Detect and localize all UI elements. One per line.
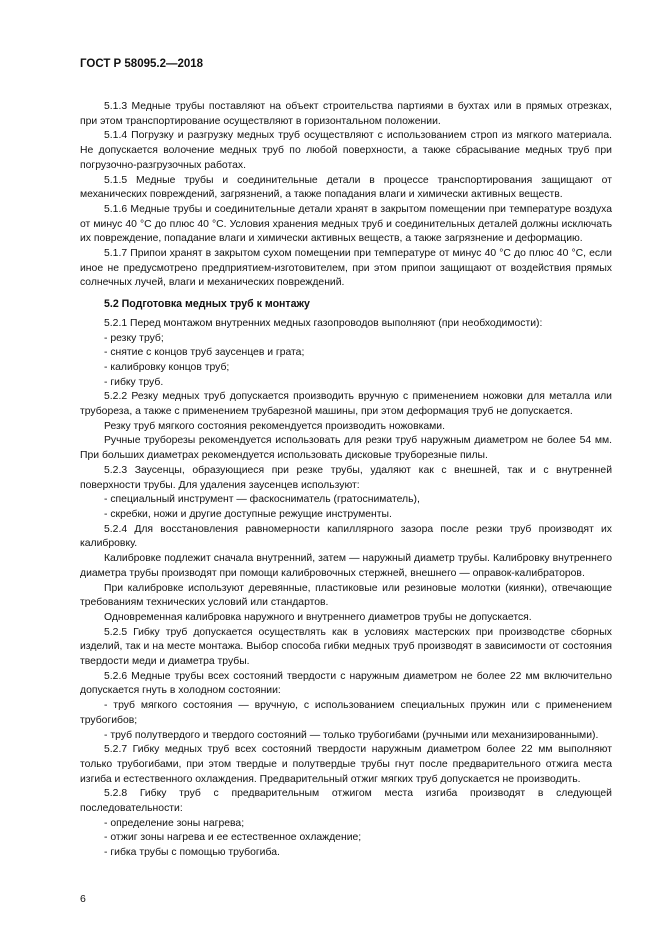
list-item: - специальный инструмент — фаскосниматель (гратосниматель), — [104, 494, 420, 506]
paragraph-5-2-7: 5.2.7 Гибку медных труб всех состояний твердости наружным диаметром более 22 мм выполняют только трубогибами, при этом твердые и полутвердые трубы гнут после предварительного отжига места изгиба и естественного охлаждения. Предварительный отжиг мягких труб допускается не производить. — [80, 744, 612, 785]
paragraph-5-2-4-b: Калибровке подлежит сначала внутренний, затем — наружный диаметр трубы. Калибровку внутреннего диаметра трубы производят при помощи калибровочных стержней, внешнего — оправок-калибраторов. — [80, 553, 612, 579]
paragraph-5-1-6: 5.1.6 Медные трубы и соединительные детали хранят в закрытом помещении при температуре воздуха от минус 40 °С до плюс 40 °С. Условия хранения медных труб и соединительных деталей должны исключать их повреждение, попадание влаги и химически активных веществ, а также загрязнение и деформацию. — [80, 203, 612, 245]
paragraph-5-1-3: 5.1.3 Медные трубы поставляют на объект строительства партиями в бухтах или в прямых отрезках, при этом транспортирование осуществляют в горизонтальном положении. — [80, 101, 612, 127]
paragraph-5-2-6: 5.2.6 Медные трубы всех состояний твердости с наружным диаметром не более 22 мм включительно допускается гнуть в холодном состоянии: — [80, 670, 612, 697]
paragraph-5-2-4-c: При калибровке используют деревянные, пластиковые или резиновые молотки (киянки), отвечающие требованиям технических условий или стандартов. — [80, 582, 612, 609]
paragraph-5-2-8: 5.2.8 Гибку труб с предварительным отжигом места изгиба производят в следующей последовательности: — [80, 788, 612, 815]
list-item: - отжиг зоны нагрева и ее естественное охлаждение; — [104, 832, 362, 844]
paragraph-5-2-3: 5.2.3 Заусенцы, образующиеся при резке трубы, удаляют как с внешней, так и с внутренней поверхности трубы. Для удаления заусенцев используют: — [80, 464, 612, 491]
list-item: - скребки, ножи и другие доступные режущие инструменты. — [104, 508, 392, 520]
paragraph-5-2-4-d: Одновременная калибровка наружного и внутреннего диаметров трубы не допускается. — [104, 611, 532, 623]
paragraph-5-2-4: 5.2.4 Для восстановления равномерности капиллярного зазора после резки труб производят их калибровку. — [80, 523, 612, 550]
paragraph-5-1-7: 5.1.7 Припои хранят в закрытом сухом помещении при температуре от минус 40 °С до плюс 40 °С, если иное не предусмотрено предприятием-изготовителем, при этом припои защищают от воздействия прямых солнечных лучей, влаги и механических повреждений. — [80, 248, 612, 289]
list-item: - гибку труб. — [104, 376, 164, 388]
list-item: - гибка трубы с помощью трубогиба. — [104, 847, 280, 859]
page-content — [80, 100, 612, 861]
paragraph-5-2-2-c: Ручные труборезы рекомендуется использовать для резки труб наружным диаметром не более 54 мм. При больших диаметрах рекомендуется использовать дисковые труборезные пилы. — [80, 435, 612, 462]
paragraph-5-2-5: 5.2.5 Гибку труб допускается осуществлять как в условиях мастерских при производстве сборных изделий, так и на месте монтажа. Выбор способа гибки медных труб производят в зависимости от состояния твердости меди и диаметра трубы. — [80, 626, 612, 668]
page-number: 6 — [80, 893, 86, 905]
list-item: - определение зоны нагрева; — [104, 817, 245, 829]
list-item: - калибровку концов труб; — [104, 361, 230, 373]
list-item: - труб мягкого состояния — вручную, с использованием специальных пружин или с применением трубогибов; — [80, 700, 612, 726]
paragraph-5-2-2: 5.2.2 Резку медных труб допускается производить вручную с применением ножовки для металла или трубореза, а также с применением трубарезной машины, при этом деформация труб не допускается. — [80, 391, 612, 418]
section-title-5-2: 5.2 Подготовка медных труб к монтажу — [104, 298, 310, 311]
document-header: ГОСТ Р 58095.2—2018 — [80, 58, 204, 70]
list-item: - снятие с концов труб заусенцев и грата; — [104, 347, 305, 359]
paragraph-5-1-5: 5.1.5 Медные трубы и соединительные детали в процессе транспортирования защищают от механических повреждений, загрязнений, а также попадания влаги и химически активных веществ. — [80, 174, 612, 201]
list-item: - труб полутвердого и твердого состояний — только трубогибами (ручными или механизированными). — [104, 729, 599, 741]
paragraph-5-2-2-b: Резку труб мягкого состояния рекомендуется производить ножовками. — [104, 420, 445, 432]
list-item: - резку труб; — [104, 332, 164, 344]
paragraph-5-2-1: 5.2.1 Перед монтажом внутренних медных газопроводов выполняют (при необходимости): — [104, 317, 543, 329]
paragraph-5-1-4: 5.1.4 Погрузку и разгрузку медных труб осуществляют с использованием строп из мягкого материала. Не допускается волочение медных труб по любой поверхности, а также сбрасывание медных труб при погрузочно-разгрузочных работах. — [80, 130, 612, 171]
